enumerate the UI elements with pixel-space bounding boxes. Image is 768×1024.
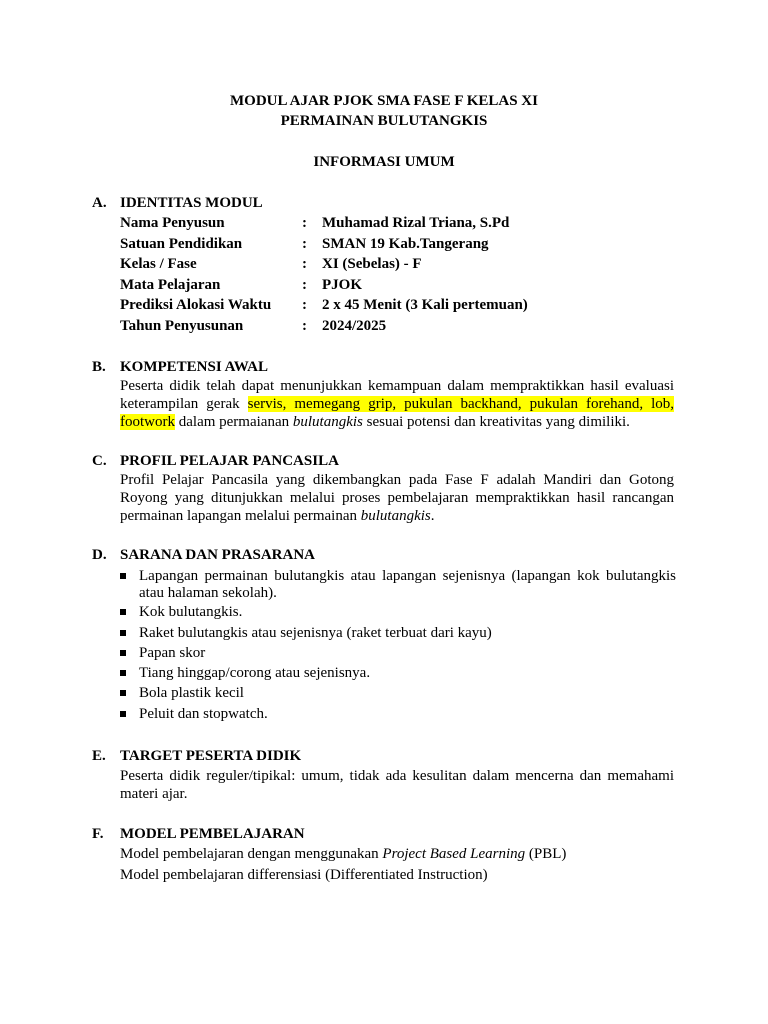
paragraph-line: Royong yang ditunjukkan melalui proses pembelajaran mempraktikkan hasil rancangan — [120, 490, 674, 506]
list-item-text: Lapangan permainan bulutangkis atau lapangan sejenisnya (lapangan kok bulutangkis atau halaman sekolah). — [139, 568, 676, 601]
list-item-text: Peluit dan stopwatch. — [139, 706, 268, 722]
identity-separator: : — [302, 277, 307, 293]
identity-row — [120, 295, 680, 315]
list-item-text: Kok bulutangkis. — [139, 604, 243, 620]
section-a-letter: A. — [92, 195, 107, 211]
highlighted-text: footwork — [120, 414, 175, 430]
square-bullet-icon — [120, 630, 126, 636]
section-c-heading: PROFIL PELAJAR PANCASILA — [120, 453, 339, 469]
paragraph-text: permainan lapangan melalui permainan — [120, 508, 361, 524]
paragraph-text: (PBL) — [525, 846, 567, 862]
paragraph-line — [120, 395, 674, 413]
identity-row — [120, 275, 680, 295]
identity-label: Prediksi Alokasi Waktu — [120, 297, 272, 313]
paragraph-line: materi ajar. — [120, 786, 188, 802]
section-f-letter: F. — [92, 826, 104, 842]
identity-label: Kelas / Fase — [120, 256, 197, 272]
square-bullet-icon — [120, 609, 126, 615]
identity-row — [120, 316, 680, 336]
section-f-line — [120, 845, 566, 863]
document-title: MODUL AJAR PJOK SMA FASE F KELAS XI — [230, 93, 538, 109]
italic-text: bulutangkis — [360, 508, 431, 524]
paragraph-line — [120, 413, 674, 431]
section-f-heading: MODEL PEMBELAJARAN — [120, 826, 305, 842]
square-bullet-icon — [120, 690, 126, 696]
section-general-info-title: INFORMASI UMUM — [313, 154, 455, 170]
section-b-letter: B. — [92, 359, 106, 375]
list-item-text: Papan skor — [139, 645, 206, 661]
identity-separator: : — [302, 318, 307, 334]
section-e-paragraph — [120, 767, 674, 803]
paragraph-text: dalam permaianan — [175, 414, 293, 430]
identity-row — [120, 254, 680, 274]
identity-label: Mata Pelajaran — [120, 277, 221, 293]
identity-value: XI (Sebelas) - F — [322, 256, 422, 272]
paragraph-text: . — [430, 508, 435, 524]
section-e-heading: TARGET PESERTA DIDIK — [120, 748, 302, 764]
section-d-heading: SARANA DAN PRASARANA — [120, 547, 316, 563]
square-bullet-icon — [120, 650, 126, 656]
section-a-heading: IDENTITAS MODUL — [120, 195, 263, 211]
identity-label: Nama Penyusun — [120, 215, 225, 231]
paragraph-line — [120, 507, 674, 525]
identity-value: Muhamad Rizal Triana, S.Pd — [322, 215, 510, 231]
italic-text: bulutangkis — [292, 414, 363, 430]
list-item-text: Raket bulutangkis atau sejenisnya (raket terbuat dari kayu) — [139, 625, 492, 641]
identity-row — [120, 213, 680, 233]
identity-value: PJOK — [322, 277, 362, 293]
paragraph-text: sesuai potensi dan kreativitas yang dimiliki. — [362, 414, 630, 430]
identity-separator: : — [302, 297, 307, 313]
section-f-line: Model pembelajaran differensiasi (Differentiated Instruction) — [120, 867, 488, 883]
identity-separator: : — [302, 215, 307, 231]
paragraph-text: keterampilan gerak — [120, 396, 248, 412]
section-d-letter: D. — [92, 547, 107, 563]
italic-text: Project Based Learning — [382, 846, 526, 862]
section-c-paragraph — [120, 471, 674, 525]
document-subtitle-topic: PERMAINAN BULUTANGKIS — [280, 113, 488, 129]
paragraph-line: Peserta didik telah dapat menunjukkan kemampuan dalam mempraktikkan hasil evaluasi — [120, 378, 674, 394]
section-b-heading: KOMPETENSI AWAL — [120, 359, 268, 375]
identity-separator: : — [302, 236, 307, 252]
identity-separator: : — [302, 256, 307, 272]
highlighted-text: servis, memegang grip, pukulan backhand, pukulan forehand, lob, — [247, 396, 674, 412]
identity-label: Satuan Pendidikan — [120, 236, 243, 252]
identity-label: Tahun Penyusunan — [120, 318, 244, 334]
list-item-text: Bola plastik kecil — [139, 685, 244, 701]
paragraph-line: Profil Pelajar Pancasila yang dikembangkan pada Fase F adalah Mandiri dan Gotong — [120, 472, 674, 488]
square-bullet-icon — [120, 670, 126, 676]
section-e-letter: E. — [92, 748, 106, 764]
paragraph-line: Peserta didik reguler/tipikal: umum, tidak ada kesulitan dalam mencerna dan memahami — [120, 768, 674, 784]
square-bullet-icon — [120, 573, 126, 579]
identity-value: 2 x 45 Menit (3 Kali pertemuan) — [322, 297, 528, 313]
identity-value: 2024/2025 — [322, 318, 387, 334]
identity-row — [120, 234, 680, 254]
square-bullet-icon — [120, 711, 126, 717]
paragraph-text: Model pembelajaran dengan menggunakan — [120, 846, 383, 862]
section-b-paragraph — [120, 377, 674, 431]
identity-value: SMAN 19 Kab.Tangerang — [322, 236, 489, 252]
list-item-text: Tiang hinggap/corong atau sejenisnya. — [139, 665, 371, 681]
section-c-letter: C. — [92, 453, 107, 469]
